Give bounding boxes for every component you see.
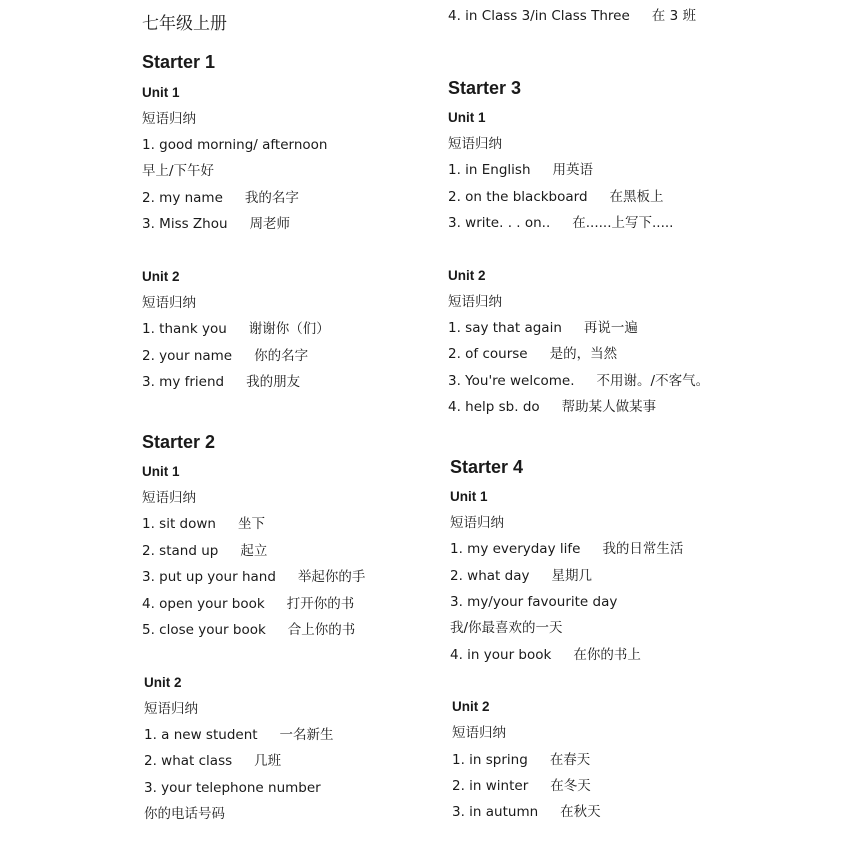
phrase-item: 1. sit down 坐下 (142, 516, 265, 532)
phrase-item: 3. You're welcome. 不用谢。/不客气。 (448, 373, 710, 389)
starter-3-heading: Starter 3 (448, 78, 522, 98)
phrase-item: 2. in winter 在冬天 (452, 778, 591, 794)
phrase-item: 4. open your book 打开你的书 (142, 596, 355, 612)
phrase-item: 2. what day 星期几 (450, 568, 592, 584)
section-subtitle: 短语归纳 (142, 295, 196, 311)
unit-heading: Unit 1 (450, 489, 488, 504)
phrase-item: 3. your telephone number (144, 780, 321, 796)
phrase-item: 3. put up your hand 举起你的手 (142, 569, 366, 585)
unit-heading: Unit 2 (448, 268, 486, 283)
phrase-item: 1. thank you 谢谢你（们） (142, 321, 330, 337)
section-subtitle: 短语归纳 (142, 111, 196, 127)
phrase-item: 2. of course 是的，当然 (448, 346, 618, 362)
unit-heading: Unit 2 (144, 675, 182, 690)
phrase-item: 1. my everyday life 我的日常生活 (450, 541, 684, 557)
phrase-item: 2. stand up 起立 (142, 543, 268, 559)
starter-1-heading: Starter 1 (142, 52, 216, 72)
starter-2-heading: Starter 2 (142, 432, 216, 452)
phrase-item: 4. help sb. do 帮助某人做某事 (448, 399, 657, 415)
phrase-item: 2. what class 几班 (144, 753, 282, 769)
phrase-item: 2. my name 我的名字 (142, 190, 299, 206)
phrase-item: 2. on the blackboard 在黑板上 (448, 189, 664, 205)
section-subtitle: 短语归纳 (448, 294, 502, 310)
unit-heading: Unit 2 (142, 269, 180, 284)
phrase-translation: 早上/下午好 (142, 163, 215, 179)
unit-heading: Unit 2 (452, 699, 490, 714)
starter-4-heading: Starter 4 (450, 457, 524, 477)
section-subtitle: 短语归纳 (144, 701, 198, 717)
phrase-item: 4. in Class 3/in Class Three 在 3 班 (448, 8, 696, 24)
phrase-translation: 你的电话号码 (144, 806, 225, 822)
phrase-item: 1. good morning/ afternoon (142, 137, 328, 153)
phrase-item: 3. my friend 我的朋友 (142, 374, 301, 390)
unit-heading: Unit 1 (142, 464, 180, 479)
phrase-item: 1. in spring 在春天 (452, 752, 591, 768)
unit-heading: Unit 1 (142, 85, 180, 100)
phrase-item: 3. write. . . on.. 在......上写下..... (448, 215, 674, 231)
section-subtitle: 短语归纳 (452, 725, 506, 741)
phrase-item: 5. close your book 合上你的书 (142, 622, 356, 638)
phrase-item: 1. in English 用英语 (448, 162, 594, 178)
page-title: 七年级上册 (142, 14, 227, 34)
phrase-item: 3. in autumn 在秋天 (452, 804, 601, 820)
phrase-translation: 我/你最喜欢的一天 (450, 620, 563, 636)
phrase-item: 1. a new student 一名新生 (144, 727, 334, 743)
phrase-item: 3. Miss Zhou 周老师 (142, 216, 291, 232)
section-subtitle: 短语归纳 (448, 136, 502, 152)
phrase-item: 3. my/your favourite day (450, 594, 618, 610)
section-subtitle: 短语归纳 (142, 490, 196, 506)
section-subtitle: 短语归纳 (450, 515, 504, 531)
phrase-item: 1. say that again 再说一遍 (448, 320, 638, 336)
phrase-item: 2. your name 你的名字 (142, 348, 309, 364)
phrase-item: 4. in your book 在你的书上 (450, 647, 641, 663)
unit-heading: Unit 1 (448, 110, 486, 125)
